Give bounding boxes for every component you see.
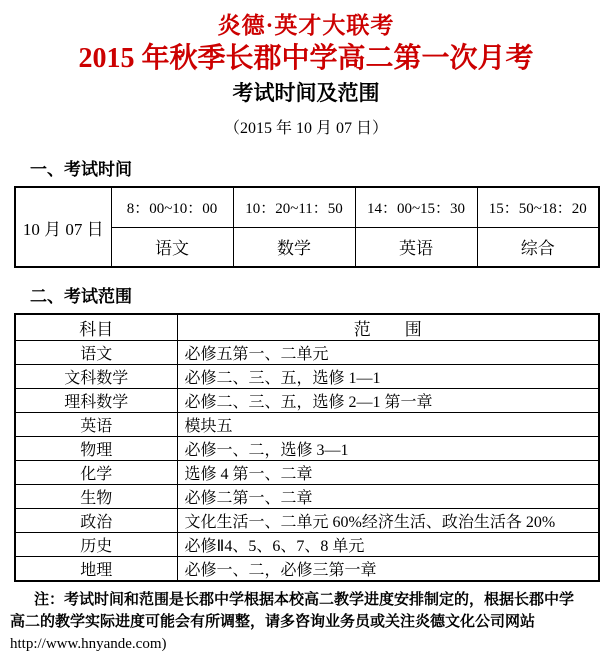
footnote-line2: 高二的教学实际进度可能会有所调整，请多咨询业务员或关注炎德文化公司网站 <box>10 613 536 630</box>
exam-date-cell: 10 月 07 日 <box>15 187 111 267</box>
table-row <box>15 509 599 533</box>
subject-cell: 地理 <box>15 557 177 582</box>
scope-cell: 必修二、三、五，选修 2—1 第一章 <box>177 389 599 413</box>
scope-cell: 模块五 <box>177 413 599 437</box>
scope-cell: 必修Ⅱ4、5、6、7、8 单元 <box>177 533 599 557</box>
scope-cell: 必修五第一、二单元 <box>177 341 599 365</box>
subject-cell: 理科数学 <box>15 389 177 413</box>
scope-cell: 必修一、二，必修三第一章 <box>177 557 599 582</box>
subject-cell: 文科数学 <box>15 365 177 389</box>
table-row <box>15 413 599 437</box>
subject-cell: 化学 <box>15 461 177 485</box>
website-url: http://www.hnyande.com) <box>10 636 167 652</box>
table-row <box>15 485 599 509</box>
scope-cell: 文化生活一、二单元 60%经济生活、政治生活各 20% <box>177 509 599 533</box>
subject-cell: 物理 <box>15 437 177 461</box>
session-time: 14：00~15：30 <box>355 187 477 227</box>
subject-cell: 历史 <box>15 533 177 557</box>
scope-cell: 选修 4 第一、二章 <box>177 461 599 485</box>
document-subtitle: 考试时间及范围 <box>232 81 380 105</box>
table-row <box>15 365 599 389</box>
session-subject: 语文 <box>111 227 233 267</box>
session-time: 10：20~11：50 <box>233 187 355 227</box>
subject-cell: 英语 <box>15 413 177 437</box>
table-row <box>15 341 599 365</box>
exam-time-table <box>14 186 600 268</box>
scope-cell: 必修二、三、五，选修 1—1 <box>177 365 599 389</box>
exam-scope-table <box>14 313 600 582</box>
subject-cell: 生物 <box>15 485 177 509</box>
session-subject: 英语 <box>355 227 477 267</box>
subject-cell: 政治 <box>15 509 177 533</box>
session-time: 8：00~10：00 <box>111 187 233 227</box>
table-row <box>15 533 599 557</box>
table-row <box>15 389 599 413</box>
table-header-row <box>15 314 599 341</box>
exam-title: 2015 年秋季长郡中学高二第一次月考 <box>78 43 534 74</box>
column-header-scope: 范 围 <box>177 314 599 341</box>
footnote-line1: 注：考试时间和范围是长郡中学根据本校高二教学进度安排制定的，根据长郡中学 <box>34 591 575 608</box>
scope-cell: 必修二第一、二章 <box>177 485 599 509</box>
table-row <box>15 461 599 485</box>
section2-heading: 二、考试范围 <box>30 287 132 306</box>
subject-cell: 语文 <box>15 341 177 365</box>
scope-cell: 必修一、二，选修 3—1 <box>177 437 599 461</box>
column-header-subject: 科目 <box>15 314 177 341</box>
exam-date: （2015 年 10 月 07 日） <box>223 120 388 137</box>
table-row <box>15 557 599 582</box>
session-time: 15：50~18：20 <box>477 187 599 227</box>
table-row <box>15 437 599 461</box>
brand-title: 炎德·英才大联考 <box>217 13 395 38</box>
table-row <box>15 187 599 227</box>
document-header <box>0 10 612 141</box>
session-subject: 综合 <box>477 227 599 267</box>
section1-heading: 一、考试时间 <box>30 160 132 179</box>
session-subject: 数学 <box>233 227 355 267</box>
footnote <box>10 589 604 655</box>
